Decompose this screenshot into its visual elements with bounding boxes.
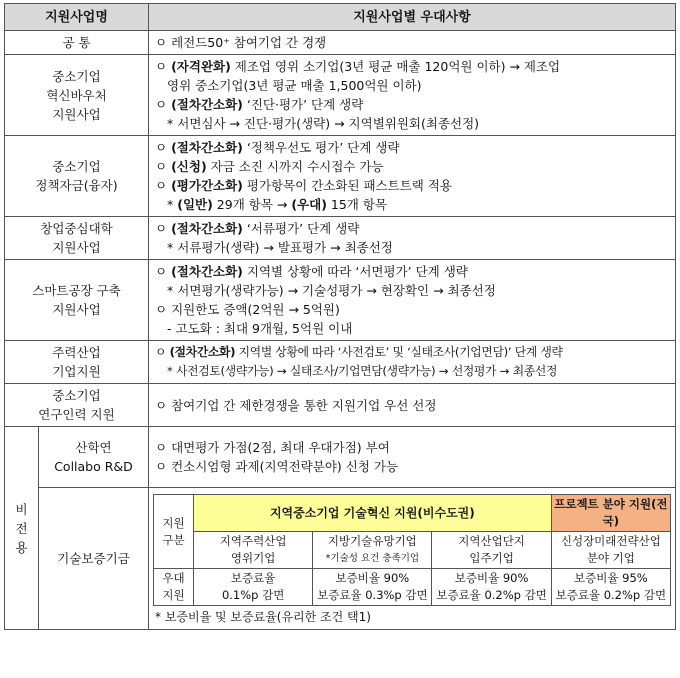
table-row-policy-fund [5, 136, 676, 217]
benefit-local-tech-promising: 보증비율 90% 보증료율 0.3%p 감면 [313, 569, 432, 606]
content-tech-guarantee [149, 488, 676, 630]
group-project-field: 프로젝트 분야 지원(전국) [551, 495, 670, 532]
table-row-tech-guarantee [5, 488, 676, 630]
program-name-smart-factory: 스마트공장 구축 지원사업 [5, 260, 149, 341]
program-name-collabo: 산학연 Collabo R&D [39, 427, 149, 488]
type-local-tech-promising: 지방기술유망기업 *기술성 요건 충족기업 [313, 532, 432, 569]
program-name-tech-guarantee: 기술보증기금 [39, 488, 149, 630]
table-row-smart-factory [5, 260, 676, 341]
content-common: ㅇ 레전드50⁺ 참여기업 간 경쟁 [149, 31, 676, 55]
program-name-main-industry: 주력산업 기업지원 [5, 341, 149, 384]
group-regional-innovation: 지역중소기업 기술혁신 지원(비수도권) [194, 495, 552, 532]
benefit-label: 우대 지원 [154, 569, 194, 606]
guarantee-benefit-row [154, 569, 671, 606]
header-program-name: 지원사업명 [5, 4, 149, 31]
program-name-policy-fund: 중소기업 정책자금(융자) [5, 136, 149, 217]
header-preferences: 지원사업별 우대사항 [149, 4, 676, 31]
benefit-new-growth-strategy: 보증비율 95% 보증료율 0.2%p 감면 [551, 569, 670, 606]
type-regional-main-industry: 지역주력산업 영위기업 [194, 532, 313, 569]
table-header-row [5, 4, 676, 31]
program-name-startup-university: 창업중심대학 지원사업 [5, 217, 149, 260]
program-name-innovation-voucher: 중소기업 혁신바우처 지원사업 [5, 55, 149, 136]
program-name-common: 공 통 [5, 31, 149, 55]
guarantee-footnote: * 보증비율 및 보증료율(유리한 조건 택1) [155, 610, 371, 624]
program-name-research-personnel: 중소기업 연구인력 지원 [5, 384, 149, 427]
content-collabo: ㅇ 대면평가 가점(2점, 최대 우대가점) 부여 ㅇ 컨소시엄형 과제(지역전략분야) 신청 가능 [149, 427, 676, 488]
support-type-label: 지원 구분 [154, 495, 194, 569]
table-row-collabo [5, 427, 676, 488]
table-row-research-personnel [5, 384, 676, 427]
table-row-common [5, 31, 676, 55]
type-new-growth-strategy: 신성장미래전략산업 분야 기업 [551, 532, 670, 569]
content-startup-university: ㅇ (절차간소화) ‘서류평가’ 단계 생략 * 서류평가(생략) → 발표평가 → 최종선정 [149, 217, 676, 260]
benefit-regional-main-industry: 보증료율 0.1%p 감면 [194, 569, 313, 606]
guarantee-subtable [153, 494, 671, 606]
guarantee-group-row [154, 495, 671, 532]
preference-table [4, 3, 676, 630]
table-row-main-industry [5, 341, 676, 384]
benefit-regional-industrial-complex: 보증비율 90% 보증료율 0.2%p 감면 [432, 569, 551, 606]
content-smart-factory: ㅇ (절차간소화) 지역별 상황에 따라 ‘서면평가’ 단계 생략 * 서면평가(생략가능) → 기술성평가 → 현장확인 → 최종선정 ㅇ 지원한도 증액(2억원 → 5억원) - 고도화 : 최대 9개월, 5억원 이내 [149, 260, 676, 341]
non-dedicated-label: 비 전 용 [5, 427, 39, 630]
content-main-industry: ㅇ (절차간소화) 지역별 상황에 따라 ‘사전검토’ 및 ‘실태조사(기업면담)’ 단계 생략 * 사전검토(생략가능) → 실태조사/기업면담(생략가능) → 선정평가 → 최종선정 [149, 341, 676, 384]
content-policy-fund: ㅇ (절차간소화) ‘정책우선도 평가’ 단계 생략 ㅇ (신청) 자금 소진 시까지 수시접수 가능 ㅇ (평가간소화) 평가항목이 간소화된 패스트트랙 적용 * (일반) 29개 항목 → (우대) 15개 항목 [149, 136, 676, 217]
content-research-personnel: ㅇ 참여기업 간 제한경쟁을 통한 지원기업 우선 선정 [149, 384, 676, 427]
content-innovation-voucher: ㅇ (자격완화) 제조업 영위 소기업(3년 평균 매출 120억원 이하) → 제조업 영위 중소기업(3년 평균 매출 1,500억원 이하) ㅇ (절차간소화) ‘진단·평가’ 단계 생략 * 서면심사 → 진단·평가(생략) → 지역별위원회(최종선정) [149, 55, 676, 136]
table-row-innovation-voucher [5, 55, 676, 136]
guarantee-type-row [154, 532, 671, 569]
type-regional-industrial-complex: 지역산업단지 입주기업 [432, 532, 551, 569]
table-row-startup-university [5, 217, 676, 260]
